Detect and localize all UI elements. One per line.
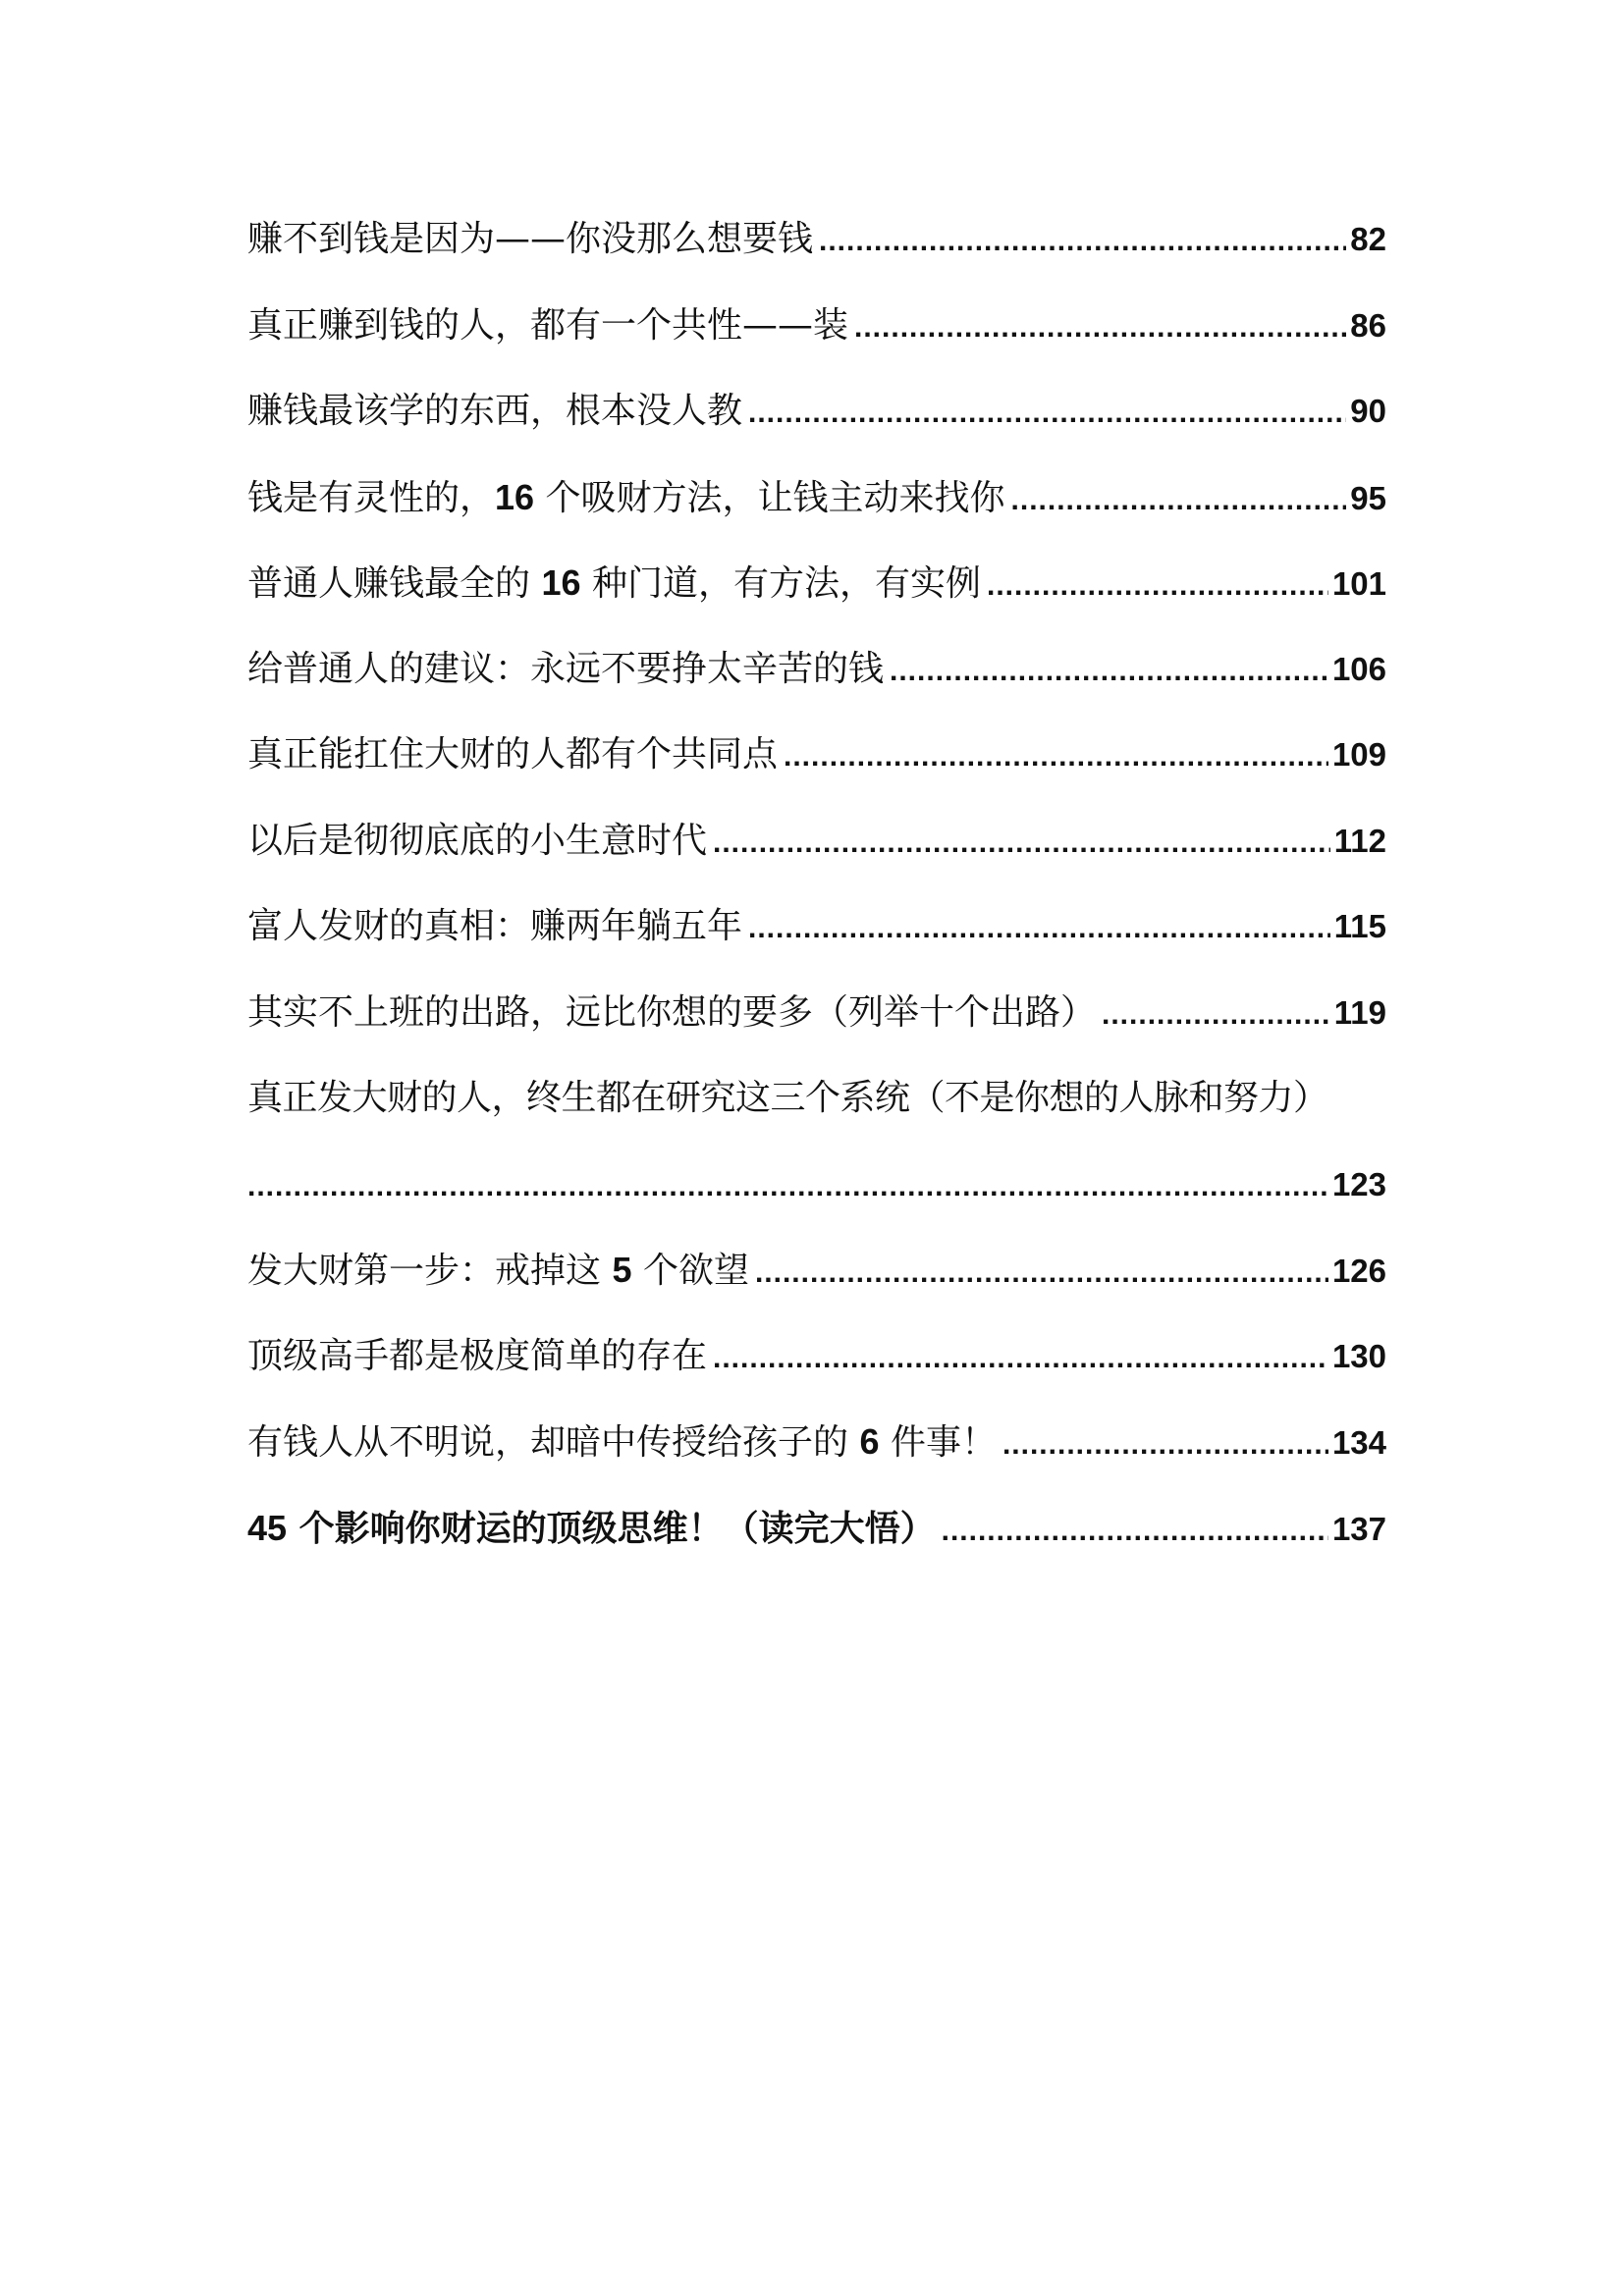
toc-entry[interactable] [247,294,1386,381]
toc-entry[interactable] [247,1497,1386,1583]
toc-entry-title [247,552,987,615]
toc-entry[interactable] [247,1411,1386,1497]
toc-title-number: 16 [541,562,581,603]
toc-leader-dots [748,382,1346,445]
toc-entry-title: 给普通人的建议：永远不要挣太辛苦的钱 [247,648,885,689]
toc-title-text: 个吸财方法，让钱主动来找你 [545,477,1005,518]
toc-title-number: 45 [247,1507,288,1548]
toc-entry[interactable] [247,895,1386,982]
toc-entry[interactable] [247,810,1386,896]
toc-entry[interactable] [247,208,1386,294]
toc-title-text: 个欲望 [642,1251,749,1291]
toc-entry-page: 126 [1331,1253,1386,1289]
toc-leader-dots [713,1327,1328,1390]
toc-title-number: 6 [859,1421,880,1462]
toc-entry-title: 以后是彻彻底底的小生意时代 [247,820,708,861]
toc-entry-title [247,466,1011,530]
toc-title-text: 普通人赚钱最全的 [247,563,531,604]
toc-leader-dots [1002,1414,1328,1476]
toc-title-text: 个影响你财运的顶级思维！（读完大悟） [298,1508,936,1549]
toc-entry-title [247,1239,755,1303]
toc-entry-page: 123 [1331,1165,1386,1202]
toc-entry[interactable] [247,1239,1386,1325]
toc-entry[interactable] [247,638,1386,724]
toc-title-number: 5 [612,1250,632,1290]
toc-entry-page: 86 [1350,306,1386,344]
toc-entry-title: 赚钱最该学的东西，根本没人教 [247,391,743,431]
toc-entry-page: 90 [1350,393,1386,429]
toc-entry-title: 其实不上班的出路，远比你想的要多（列举十个出路） [247,991,1097,1033]
toc-entry-title [247,1411,1002,1474]
toc-leader-dots [854,296,1346,359]
toc-title-number: 16 [495,476,535,517]
toc-entry[interactable] [247,380,1386,466]
toc-leader-dots [942,1500,1328,1563]
toc-title-text: 发大财第一步：戒掉这 [247,1251,602,1291]
toc-leader-dots [1011,469,1347,532]
toc-entry-continuation[interactable] [247,1153,1386,1240]
toc-entry-title: 顶级高手都是极度简单的存在 [247,1335,708,1376]
toc-entry[interactable] [247,552,1386,638]
toc-leader-dots [987,555,1328,617]
toc-entry[interactable] [247,723,1386,810]
toc-entry-title: 赚不到钱是因为——你没那么想要钱 [247,219,814,259]
toc-leader-dots [890,640,1328,703]
toc-entry-page: 137 [1331,1510,1386,1547]
toc-title-text: 件事！ [890,1422,997,1463]
toc-title-text: 钱是有灵性的， [247,477,496,518]
toc-entry-page: 106 [1331,650,1386,687]
toc-leader-dots [748,897,1330,960]
toc-entry-page: 112 [1333,822,1386,859]
toc-entry-page: 82 [1350,221,1386,257]
toc-entry-page: 134 [1331,1424,1386,1461]
toc-entry-page: 115 [1333,908,1386,944]
table-of-contents [247,208,1386,1582]
toc-entry-page: 101 [1331,565,1386,602]
toc-leader-dots [713,812,1330,875]
toc-title-text: 有钱人从不明说，却暗中传授给孩子的 [247,1422,849,1463]
toc-leader-dots [784,725,1328,788]
toc-leader-dots [819,210,1346,273]
toc-entry[interactable] [247,1067,1386,1153]
toc-leader-dots [247,1155,1328,1218]
toc-entry-page: 95 [1350,479,1386,516]
toc-leader-dots [1102,984,1330,1046]
toc-entry-title [247,1497,942,1561]
toc-entry-page: 130 [1331,1337,1386,1374]
toc-entry-title: 真正赚到钱的人，都有一个共性——装 [247,304,849,346]
toc-entry[interactable] [247,466,1386,553]
toc-entry-title: 真正发大财的人，终生都在研究这三个系统（不是你想的人脉和努力） [247,1078,1328,1118]
toc-entry-title: 真正能扛住大财的人都有个共同点 [247,734,779,774]
toc-entry-page: 109 [1331,736,1386,773]
toc-entry-page: 119 [1333,993,1386,1031]
toc-entry[interactable] [247,1325,1386,1412]
toc-entry[interactable] [247,982,1386,1068]
toc-entry-title: 富人发财的真相：赚两年躺五年 [247,906,743,946]
toc-title-text: 种门道，有方法，有实例 [591,563,981,604]
toc-leader-dots [755,1242,1328,1305]
